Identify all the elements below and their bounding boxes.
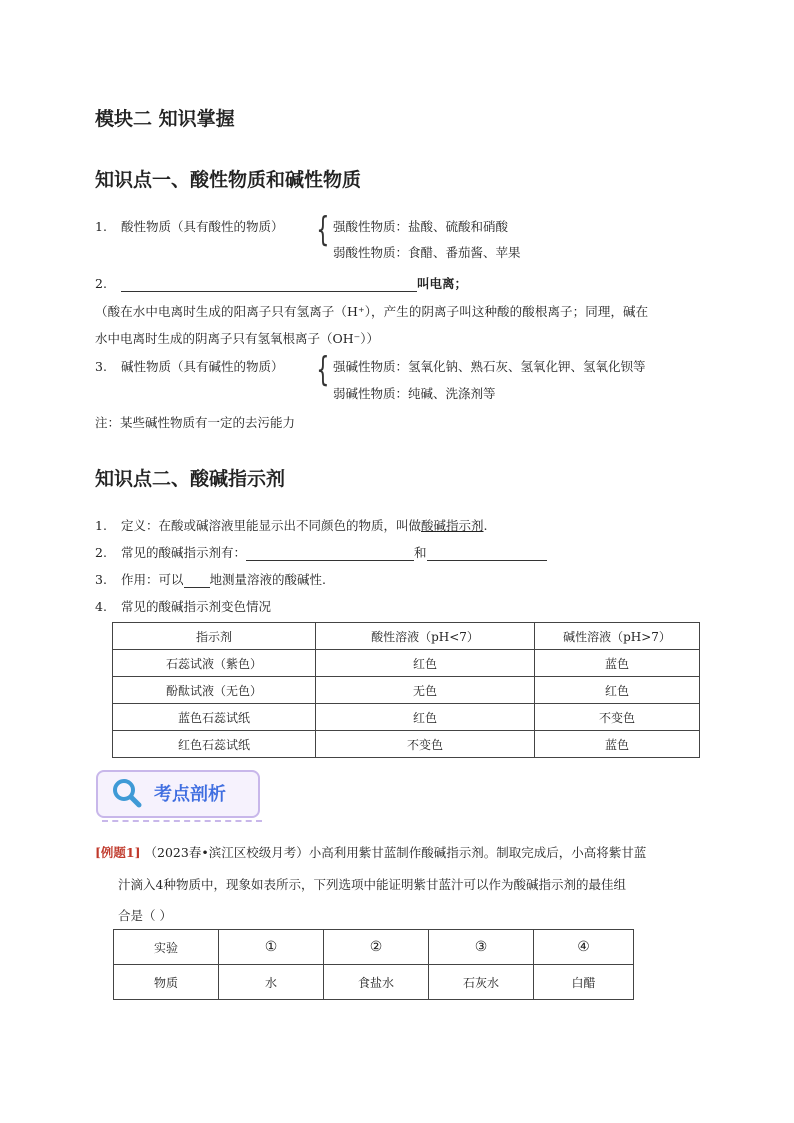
brace-icon: { <box>316 350 330 390</box>
table-cell: 蓝色 <box>535 650 700 677</box>
item-text: 常见的酸碱指示剂变色情况 <box>121 599 272 614</box>
kp1-item2 <box>95 274 467 292</box>
example-text: （2023春•滨江区校级月考）小高利用紫甘蓝制作酸碱指示剂。制取完成后，小高将紫甘蓝 <box>144 845 647 860</box>
item-number: 1. <box>95 518 107 533</box>
kp1-note: 注：某些碱性物质有一定的去污能力 <box>95 415 296 430</box>
item-text: 作用：可以 <box>121 572 184 587</box>
table-cell: 水 <box>219 965 324 1000</box>
item-number: 3. <box>95 359 107 374</box>
item-label: 酸性物质（具有酸性的物质） <box>121 219 284 234</box>
example-line-1 <box>95 843 646 861</box>
kp2-title: 知识点二、酸碱指示剂 <box>95 468 286 490</box>
item-number: 1. <box>95 219 107 234</box>
fill-blank[interactable] <box>427 547 547 561</box>
kp2-item1 <box>95 516 488 534</box>
table-cell: 食盐水 <box>324 965 429 1000</box>
item-number: 2. <box>95 545 107 560</box>
example-line-2: 汁滴入4种物质中，现象如表所示，下列选项中能证明紫甘蓝汁可以作为酸碱指示剂的最佳组 <box>118 877 626 892</box>
table-cell: 蓝色石蕊试纸 <box>113 704 316 731</box>
table-header-row <box>114 930 634 965</box>
kp1-title: 知识点一、酸性物质和碱性物质 <box>95 169 362 191</box>
fill-blank[interactable] <box>121 278 417 292</box>
table-row <box>113 731 700 758</box>
kp2-item4 <box>95 597 271 615</box>
item-end: . <box>483 518 488 533</box>
table-header-row <box>113 623 700 650</box>
search-icon <box>110 776 144 810</box>
item-text: 常见的酸碱指示剂有： <box>121 545 247 560</box>
table-cell: 红色 <box>316 650 535 677</box>
indicator-table <box>112 622 700 758</box>
strong-acid-line: 强酸性物质：盐酸、硫酸和硝酸 <box>333 219 509 234</box>
table-row <box>114 965 634 1000</box>
table-cell: 石灰水 <box>429 965 534 1000</box>
table-row <box>113 650 700 677</box>
item-suffix: 叫电离； <box>417 276 468 291</box>
table-header: 实验 <box>114 930 219 965</box>
module-title: 模块二 知识掌握 <box>95 108 235 130</box>
table-header: 指示剂 <box>113 623 316 650</box>
note-line-1: （酸在水中电离时生成的阳离子只有氢离子（H⁺），产生的阴离子叫这种酸的酸根离子；同理，碱在 <box>95 304 649 319</box>
experiment-table <box>113 929 634 1000</box>
table-row <box>113 677 700 704</box>
brace-icon: { <box>316 210 330 250</box>
note-line-2: 水中电离时生成的阴离子只有氢氧根离子（OH⁻）） <box>95 331 379 346</box>
table-cell: 石蕊试液（紫色） <box>113 650 316 677</box>
table-header: ① <box>219 930 324 965</box>
table-cell: 酚酞试液（无色） <box>113 677 316 704</box>
table-header: 酸性溶液（pH<7） <box>316 623 535 650</box>
example-label: [例题1] <box>95 845 141 860</box>
table-header: ③ <box>429 930 534 965</box>
kp1-item1 <box>95 217 284 235</box>
table-cell: 红色石蕊试纸 <box>113 731 316 758</box>
table-header: ④ <box>534 930 634 965</box>
table-row <box>113 704 700 731</box>
underlined-term: 酸碱指示剂 <box>421 518 484 533</box>
strong-base-line: 强碱性物质：氢氧化钠、熟石灰、氢氧化钾、氢氧化钡等 <box>333 359 646 374</box>
kp2-item2 <box>95 543 547 561</box>
table-cell: 物质 <box>114 965 219 1000</box>
exam-analysis-badge <box>96 770 262 826</box>
weak-base-line: 弱碱性物质：纯碱、洗涤剂等 <box>333 386 496 401</box>
table-cell: 红色 <box>535 677 700 704</box>
table-cell: 不变色 <box>316 731 535 758</box>
weak-acid-line: 弱酸性物质：食醋、番茄酱、苹果 <box>333 245 521 260</box>
item-number: 4. <box>95 599 107 614</box>
badge-label: 考点剖析 <box>154 784 226 805</box>
table-cell: 蓝色 <box>535 731 700 758</box>
table-header: ② <box>324 930 429 965</box>
kp2-item3 <box>95 570 326 588</box>
item-number: 3. <box>95 572 107 587</box>
item-label: 碱性物质（具有碱性的物质） <box>121 359 284 374</box>
table-header: 碱性溶液（pH>7） <box>535 623 700 650</box>
badge-underline <box>102 820 262 822</box>
table-cell: 不变色 <box>535 704 700 731</box>
table-cell: 红色 <box>316 704 535 731</box>
item-number: 2. <box>95 276 107 291</box>
kp1-item3 <box>95 357 284 375</box>
item-text: 地测量溶液的酸碱性. <box>209 572 326 587</box>
and-text: 和 <box>414 545 427 560</box>
item-text: 定义：在酸或碱溶液里能显示出不同颜色的物质，叫做 <box>121 518 422 533</box>
table-cell: 白醋 <box>534 965 634 1000</box>
example-line-3: 合是（ ） <box>118 908 172 923</box>
table-cell: 无色 <box>316 677 535 704</box>
fill-blank[interactable] <box>246 547 414 561</box>
fill-blank[interactable] <box>184 574 210 588</box>
